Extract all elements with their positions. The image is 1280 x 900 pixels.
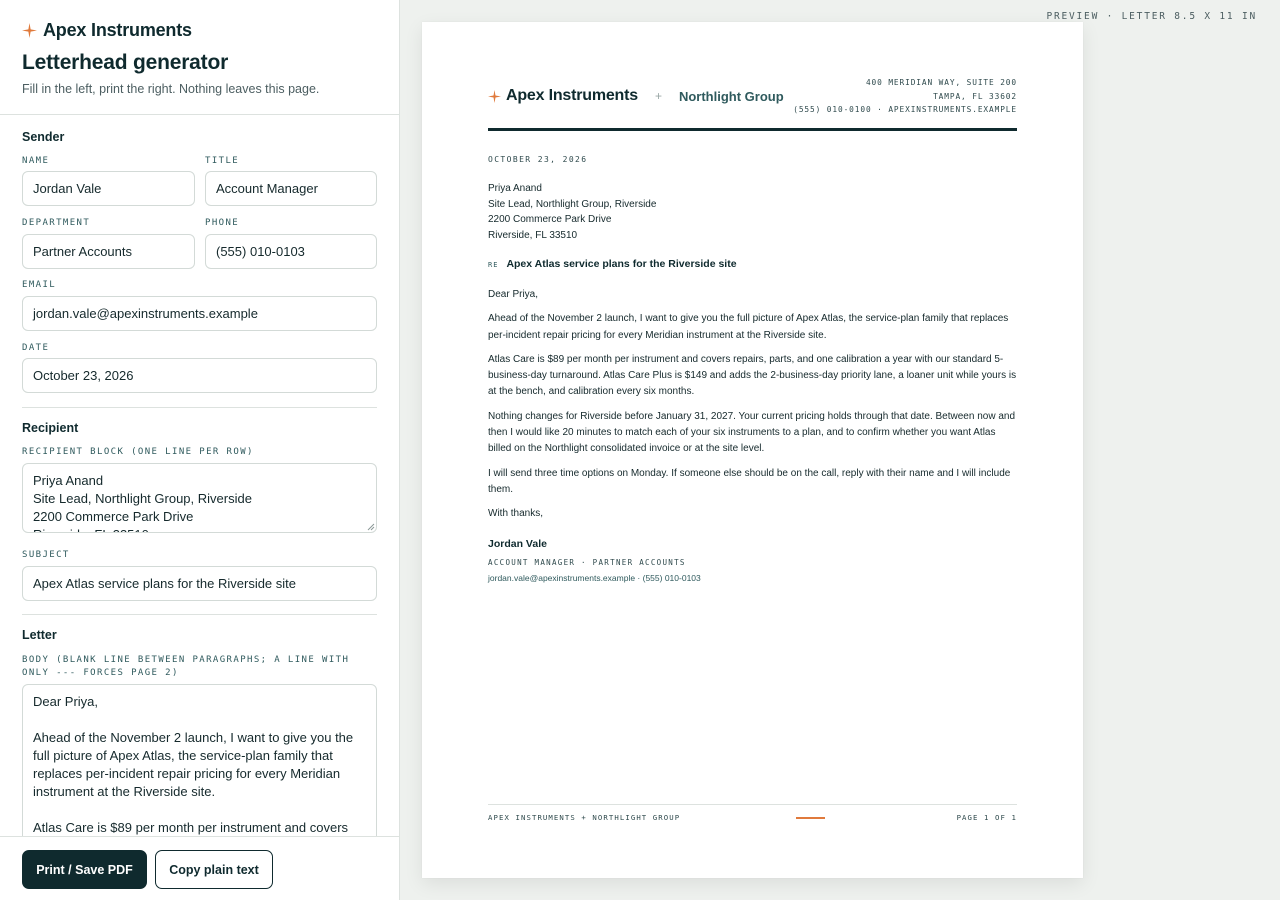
section-divider bbox=[22, 614, 377, 615]
form-scroll-area[interactable] bbox=[0, 116, 399, 836]
email-label: EMAIL bbox=[22, 280, 57, 290]
email-input[interactable]: jordan.vale@apexinstruments.example bbox=[22, 296, 377, 331]
title-label: TITLE bbox=[205, 156, 240, 166]
brand bbox=[22, 20, 377, 40]
panel-header bbox=[0, 0, 399, 115]
letter-paragraph: Atlas Care is $89 per month per instrument and covers repairs, parts, and one calibration a year with our standard 5-business-day turnaround. Atlas Care Plus is $149 and adds the 2-business-day priority lane, a loaner unit while yours is at the bench, and calibration every six months. bbox=[488, 353, 1017, 398]
signature-name: Jordan Vale bbox=[488, 538, 547, 550]
recipient-line: Site Lead, Northlight Group, Riverside bbox=[488, 198, 657, 210]
preview-tag: PREVIEW · LETTER 8.5 X 11 IN bbox=[1046, 11, 1257, 22]
address-line: TAMPA, FL 33602 bbox=[933, 91, 1017, 101]
spark-logo-icon bbox=[22, 23, 37, 38]
address-line: 400 MERIDIAN WAY, SUITE 200 bbox=[865, 78, 1017, 87]
spark-logo-icon bbox=[488, 90, 501, 103]
name-input[interactable]: Jordan Vale bbox=[22, 171, 195, 206]
letter-paragraph: I will send three time options on Monday. If someone else should be on the call, reply with their name and I will include them. bbox=[488, 467, 1011, 495]
date-label: DATE bbox=[22, 343, 50, 353]
section-title-sender: Sender bbox=[22, 130, 65, 144]
section-title-recipient: Recipient bbox=[22, 421, 79, 435]
letter-date: OCTOBER 23, 2026 bbox=[488, 155, 588, 164]
recipient-line: Priya Anand bbox=[488, 183, 542, 194]
body-label: BODY (BLANK LINE BETWEEN PARAGRAPHS; A LINE WITH ONLY --- FORCES PAGE 2) bbox=[22, 655, 350, 678]
name-label: NAME bbox=[22, 156, 50, 166]
section-title-letter: Letter bbox=[22, 628, 57, 642]
page-subtitle: Fill in the left, print the right. Nothing leaves this page. bbox=[22, 82, 320, 96]
subject-input[interactable]: Apex Atlas service plans for the Riverside site bbox=[22, 566, 377, 601]
letterhead-brand-name: Apex Instruments bbox=[506, 87, 638, 104]
subject-text: Apex Atlas service plans for the Riverside site bbox=[506, 258, 737, 270]
copy-plain-text-button[interactable]: Copy plain text bbox=[155, 850, 273, 889]
title-input[interactable]: Account Manager bbox=[205, 171, 377, 206]
letterhead-plus: + bbox=[654, 89, 662, 103]
address-line: (555) 010-0100 · APEXINSTRUMENTS.EXAMPLE bbox=[793, 105, 1017, 114]
footer-accent-bar bbox=[796, 817, 825, 819]
phone-input[interactable]: (555) 010-0103 bbox=[205, 234, 377, 269]
print-save-pdf-button[interactable]: Print / Save PDF bbox=[22, 850, 147, 889]
letter-paragraph: Nothing changes for Riverside before January 31, 2027. Your current pricing holds through that date. Between now and then I would like 20 minutes to match each of your six instruments to a plan, and to confirm whether you want Atlas billed on the Northlight consolidated invoice or at the site level. bbox=[488, 410, 1016, 455]
recipient-line: 2200 Commerce Park Drive bbox=[488, 214, 612, 225]
subject-line bbox=[488, 258, 737, 270]
editor-panel bbox=[0, 0, 400, 900]
footer-left: APEX INSTRUMENTS + NORTHLIGHT GROUP bbox=[488, 813, 681, 822]
letter-paragraph: Ahead of the November 2 launch, I want to give you the full picture of Apex Atlas, the service-plan family that replaces per-incident repair pricing for every Meridian instrument at the Riverside site. bbox=[488, 313, 1009, 341]
letterhead-rule bbox=[488, 128, 1017, 131]
letter-body bbox=[488, 287, 1018, 531]
letterhead-address bbox=[793, 76, 1017, 117]
signature-contact: jordan.vale@apexinstruments.example · (555) 010-0103 bbox=[488, 573, 701, 583]
footer-rule bbox=[488, 804, 1017, 805]
recipient-block-label: RECIPIENT BLOCK (ONE LINE PER ROW) bbox=[22, 447, 254, 457]
department-input[interactable]: Partner Accounts bbox=[22, 234, 195, 269]
recipient-line: Riverside, FL 33510 bbox=[488, 229, 578, 241]
letterhead-brand bbox=[488, 87, 784, 105]
phone-label: PHONE bbox=[205, 218, 240, 228]
recipient-block-textarea[interactable] bbox=[22, 463, 377, 533]
footer-page-number: PAGE 1 OF 1 bbox=[956, 813, 1017, 822]
action-bar bbox=[0, 836, 399, 900]
subject-label: SUBJECT bbox=[22, 550, 70, 560]
body-textarea[interactable] bbox=[22, 684, 377, 836]
brand-name: Apex Instruments bbox=[43, 19, 192, 40]
letter-sheet bbox=[422, 22, 1083, 878]
date-input[interactable]: October 23, 2026 bbox=[22, 358, 377, 393]
re-tag: RE bbox=[488, 261, 499, 269]
recipient-block bbox=[488, 181, 656, 243]
signature-role: ACCOUNT MANAGER · PARTNER ACCOUNTS bbox=[488, 558, 686, 567]
letterhead-partner-name: Northlight Group bbox=[678, 88, 784, 104]
letter-paragraph: Dear Priya, bbox=[488, 289, 539, 300]
page-title: Letterhead generator bbox=[22, 51, 229, 74]
section-divider bbox=[22, 407, 377, 408]
department-label: DEPARTMENT bbox=[22, 218, 91, 228]
letter-closing: With thanks, bbox=[488, 508, 544, 520]
resize-grip-icon[interactable] bbox=[367, 523, 375, 531]
